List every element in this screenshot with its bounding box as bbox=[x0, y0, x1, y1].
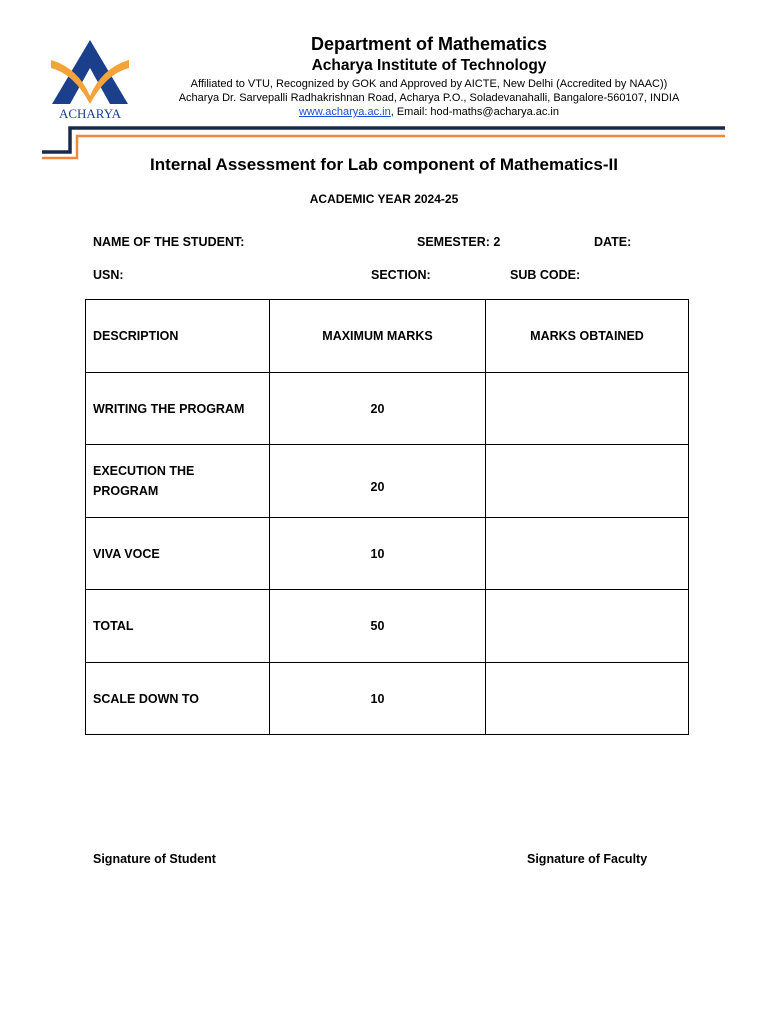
academic-year: ACADEMIC YEAR 2024-25 bbox=[309, 192, 459, 206]
assessment-title: Internal Assessment for Lab component of Mathematics-II bbox=[150, 155, 618, 174]
department-name: Department of Mathematics bbox=[310, 34, 548, 54]
student-name-label: NAME OF THE STUDENT: bbox=[93, 235, 245, 249]
row-max-marks: 10 bbox=[270, 518, 486, 590]
sub-code-label: SUB CODE: bbox=[510, 268, 581, 282]
header-description: DESCRIPTION bbox=[86, 300, 270, 373]
row-marks-obtained[interactable] bbox=[486, 373, 689, 445]
row-max-marks: 20 bbox=[270, 373, 486, 445]
table-row bbox=[86, 373, 689, 445]
semester-label: SEMESTER: 2 bbox=[417, 235, 501, 249]
row-description: WRITING THE PROGRAM bbox=[86, 373, 270, 445]
email-text: , Email: hod-maths@acharya.ac.in bbox=[390, 106, 559, 118]
row-description: EXECUTION THE PROGRAM bbox=[86, 445, 270, 518]
table-header-row bbox=[86, 300, 689, 373]
table-row bbox=[86, 590, 689, 663]
row-description: SCALE DOWN TO bbox=[86, 663, 270, 735]
row-marks-obtained[interactable] bbox=[486, 590, 689, 663]
row-max-marks: 50 bbox=[270, 590, 486, 663]
marks-table bbox=[85, 299, 689, 735]
table-row bbox=[86, 663, 689, 735]
logo-wordmark: ACHARYA bbox=[58, 106, 122, 121]
row-max-marks: 10 bbox=[270, 663, 486, 735]
institute-name: Acharya Institute of Technology bbox=[311, 57, 547, 74]
row-max-marks: 20 bbox=[270, 445, 486, 518]
header-maximum-marks: MAXIMUM MARKS bbox=[270, 300, 486, 373]
header-marks-obtained: MARKS OBTAINED bbox=[486, 300, 689, 373]
affiliation-line: Affiliated to VTU, Recognized by GOK and Approved by AICTE, New Delhi (Accredited by NAAC)) bbox=[190, 78, 668, 90]
usn-label: USN: bbox=[93, 268, 124, 282]
row-description: TOTAL bbox=[86, 590, 270, 663]
contact-line bbox=[140, 106, 718, 118]
address-line: Acharya Dr. Sarvepalli Radhakrishnan Road, Acharya P.O., Soladevanahalli, Bangalore-560107, INDIA bbox=[178, 92, 680, 104]
acharya-logo bbox=[48, 38, 132, 122]
website-link[interactable]: www.acharya.ac.in bbox=[298, 106, 391, 118]
student-signature-label: Signature of Student bbox=[93, 852, 216, 866]
row-marks-obtained[interactable] bbox=[486, 663, 689, 735]
faculty-signature-label: Signature of Faculty bbox=[527, 852, 648, 866]
table-row bbox=[86, 445, 689, 518]
date-label: DATE: bbox=[594, 235, 632, 249]
table-row bbox=[86, 518, 689, 590]
section-label: SECTION: bbox=[371, 268, 431, 282]
row-description: VIVA VOCE bbox=[86, 518, 270, 590]
row-marks-obtained[interactable] bbox=[486, 445, 689, 518]
row-marks-obtained[interactable] bbox=[486, 518, 689, 590]
